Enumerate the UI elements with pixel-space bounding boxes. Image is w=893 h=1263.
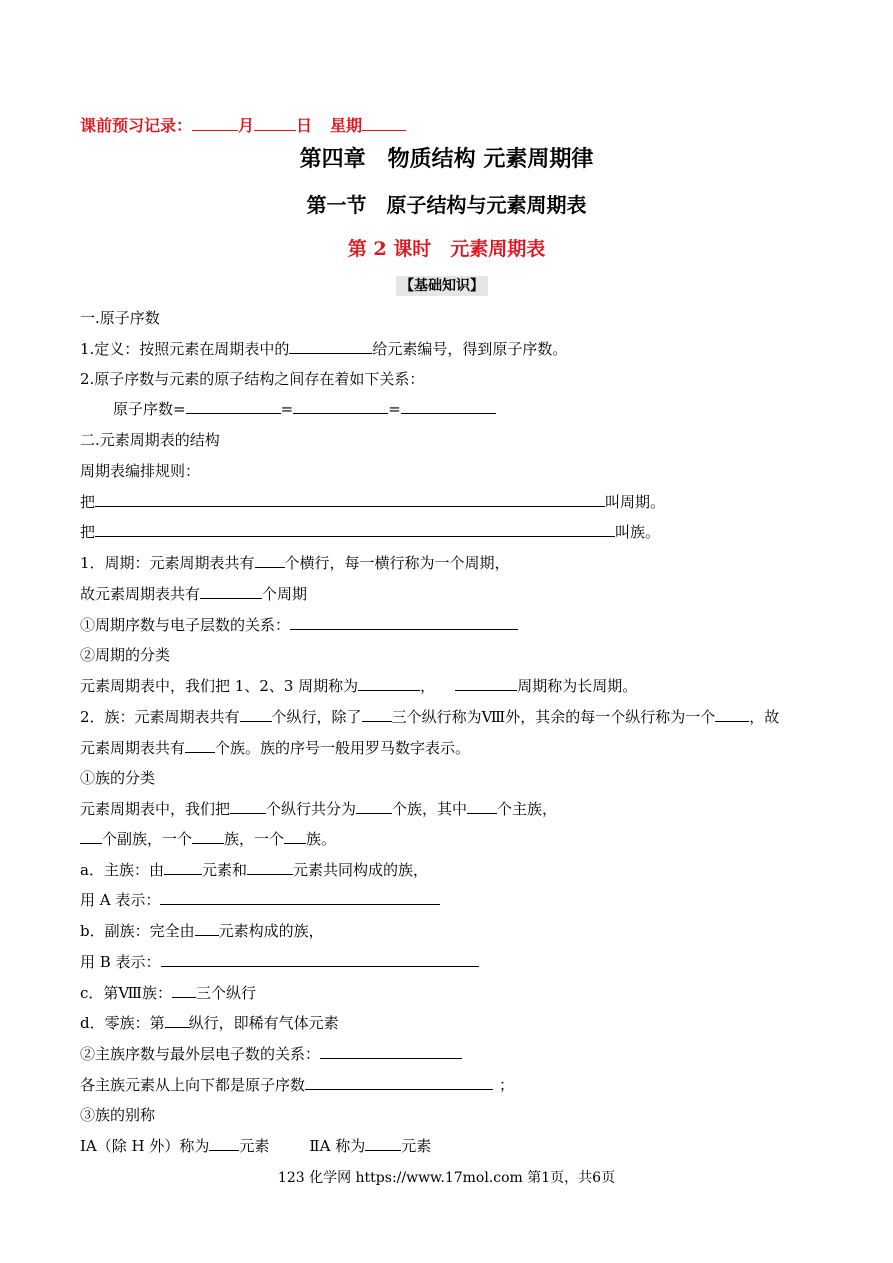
blank-19[interactable] [80,829,102,844]
text: 把 [80,523,96,541]
blank-2[interactable] [186,399,281,414]
line-period-shell [80,615,518,635]
text: ①周期序数与电子层数的关系： [80,616,291,634]
line-group-class: ①族的分类 [80,769,156,787]
line-period-count [80,553,510,573]
chapter-title: 第四章 物质结构 元素周期律 [299,146,594,172]
blank-32[interactable] [365,1136,401,1151]
text: 个横行，每一横行称为一个周期， [284,554,510,572]
text: 元素 [401,1137,432,1155]
text: ； [499,1076,515,1094]
text: 原子序数= [113,400,186,418]
text: 2．族：元素周期表共有 [80,708,240,726]
day-blank[interactable] [254,116,296,131]
text: 纵行，即稀有气体元素 [188,1014,339,1032]
line-sub-group [80,921,324,941]
heading-table-structure: 二.元素周期表的结构 [80,431,220,449]
text: 周期称为长周期。 [517,677,638,695]
blank-8[interactable] [200,584,262,599]
line-group-names [80,1136,431,1156]
text: 1.定义：按照元素在周期表中的 [80,340,290,358]
line-group-division [80,799,557,819]
line-main-group [80,860,428,880]
text: 元素周期表中，我们把 [80,800,231,818]
text: 个族。族的序号一般用罗马数字表示。 [215,739,471,757]
blank-20[interactable] [192,829,224,844]
text: 个纵行，除了 [271,708,362,726]
blank-17[interactable] [356,799,392,814]
page-footer: 123 化学网 https://www.17mol.com 第1页，共6页 [277,1170,616,1186]
day-label: 日 [296,116,313,135]
text: a．主族：由 [80,861,164,879]
text: 元素共同构成的族， [292,861,428,879]
blank-28[interactable] [165,1013,189,1028]
text: ，故 [749,708,780,726]
text: ， [420,677,436,695]
line-group-intro [80,707,779,727]
text: 个周期 [262,585,308,603]
text: 元素 [239,1137,270,1155]
month-blank[interactable] [192,116,238,131]
blank-9[interactable] [290,615,518,630]
line-group-eight [80,983,256,1003]
blank-18[interactable] [467,799,497,814]
line-rules: 周期表编排规则： [80,462,201,480]
blank-27[interactable] [172,983,196,998]
month-label: 月 [238,116,255,135]
blank-23[interactable] [247,860,293,875]
text: = [388,400,401,418]
text: 三个纵行 [196,984,257,1002]
basic-knowledge-badge: 【基础知识】 [396,276,488,296]
line-relation: 2.原子序数与元素的原子结构之间存在着如下关系： [80,370,425,388]
text: 给元素编号，得到原子序数。 [372,340,568,358]
line-zero-group [80,1013,339,1033]
blank-30[interactable] [305,1075,493,1090]
text: 个副族，一个 [102,830,193,848]
week-label: 星期 [330,116,363,135]
text: d．零族：第 [80,1014,165,1032]
text: 叫周期。 [605,493,666,511]
text: 叫族。 [615,523,661,541]
blank-3[interactable] [293,399,388,414]
text: 个纵行共分为 [266,800,357,818]
text: b．副族：完全由 [80,922,195,940]
blank-10[interactable] [358,676,420,691]
line-period-rule [80,492,665,512]
line-b-notation [80,952,479,972]
text: ⅠA（除 H 外）称为 [80,1137,210,1155]
week-blank[interactable] [362,116,406,131]
preview-label: 课前预习记录： [80,116,193,135]
blank-16[interactable] [230,799,266,814]
text: 族。 [306,830,337,848]
text: 族，一个 [224,830,285,848]
text: 元素和 [201,861,247,879]
blank-1[interactable] [289,339,372,354]
lesson-title: 第 2 课时 元素周期表 [347,238,546,260]
line-group-alias: ③族的别称 [80,1106,156,1124]
blank-4[interactable] [401,399,496,414]
line-short-long [80,676,637,696]
blank-13[interactable] [362,707,392,722]
line-period-total [80,584,307,604]
heading-atomic-number: 一.原子序数 [80,309,160,327]
text: 1．周期：元素周期表共有 [80,554,255,572]
line-a-notation [80,890,440,910]
line-equation [113,399,496,419]
blank-26[interactable] [161,952,479,967]
text: 用 B 表示： [80,953,161,971]
blank-7[interactable] [255,553,285,568]
line-main-group-electrons [80,1044,462,1064]
text: 元素周期表中，我们把 1、2、3 周期称为 [80,677,359,695]
line-group-total [80,738,470,758]
blank-25[interactable] [195,921,219,936]
text: 个族，其中 [392,800,468,818]
blank-24[interactable] [160,890,440,905]
text: 用 A 表示： [80,891,161,909]
blank-14[interactable] [715,707,749,722]
text: 元素构成的族， [218,922,324,940]
blank-5[interactable] [95,492,605,507]
text: c．第Ⅷ族： [80,984,173,1002]
blank-29[interactable] [320,1044,462,1059]
text: 三个纵行称为Ⅷ外，其余的每一个纵行称为一个 [391,708,716,726]
text: 各主族元素从上向下都是原子序数 [80,1076,306,1094]
blank-31[interactable] [209,1136,239,1151]
line-period-class: ②周期的分类 [80,646,171,664]
blank-6[interactable] [95,522,615,537]
blank-12[interactable] [240,707,272,722]
text: ⅡA 称为 [309,1137,366,1155]
text: ②主族序数与最外层电子数的关系： [80,1045,321,1063]
text: 元素周期表共有 [80,739,186,757]
line-definition [80,339,567,359]
line-atomic-order [80,1075,514,1095]
line-group-rule [80,522,660,542]
text: 故元素周期表共有 [80,585,201,603]
section-title: 第一节 原子结构与元素周期表 [306,193,587,217]
text: 个主族， [497,800,558,818]
line-subgroups [80,829,336,849]
blank-22[interactable] [164,860,202,875]
text: 把 [80,493,96,511]
preview-record-line [80,115,406,137]
blank-21[interactable] [284,829,306,844]
blank-11[interactable] [455,676,517,691]
blank-15[interactable] [185,738,215,753]
text: = [280,400,294,418]
